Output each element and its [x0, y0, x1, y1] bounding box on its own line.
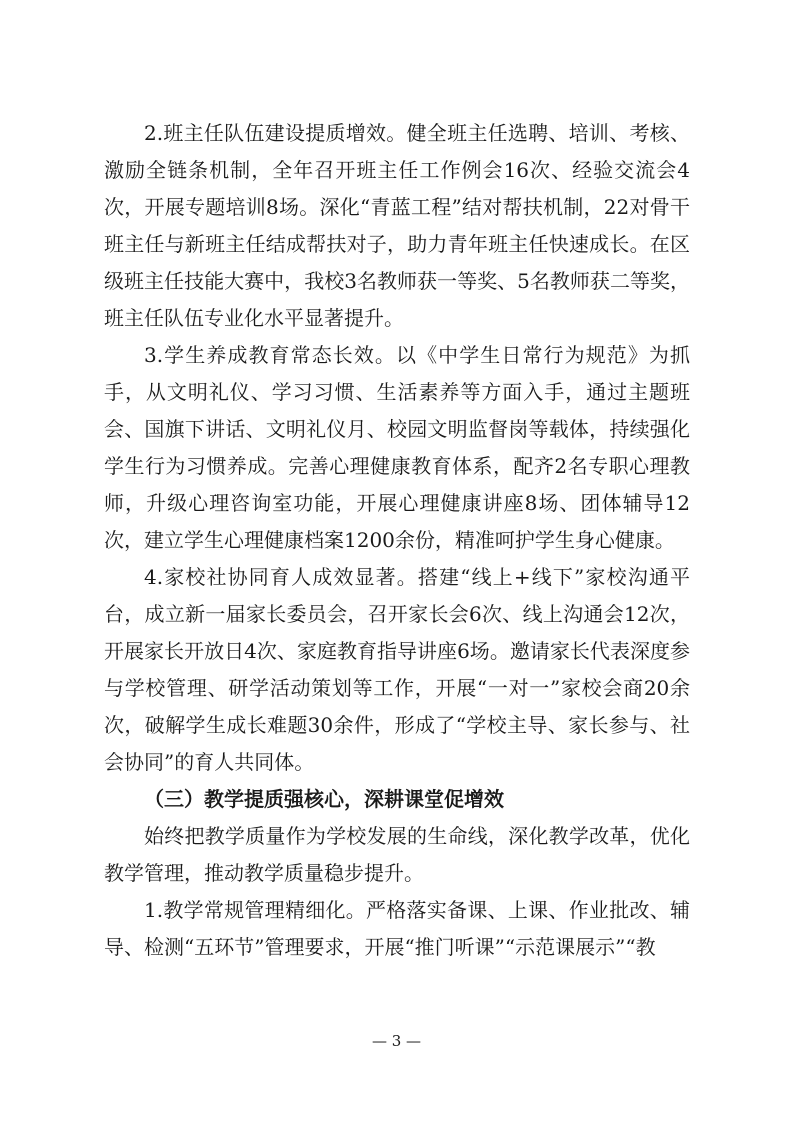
paragraph-teaching-routine: 1.教学常规管理精细化。严格落实备课、上课、作业批改、辅导、检测“五环节”管理要求，开展“推门听课”“示范课展示”“教 [104, 898, 690, 959]
document-body [104, 115, 690, 966]
paragraph-teaching-quality-intro: 始终把教学质量作为学校发展的生命线，深化教学改革，优化教学管理，推动教学质量稳步提升。 [104, 824, 690, 885]
section-heading: （三）教学提质强核心，深耕课堂促增效 [144, 787, 504, 811]
paragraph-student-habits: 3.学生养成教育常态长效。以《中学生日常行为规范》为抓手，从文明礼仪、学习习惯、生活素养等方面入手，通过主题班会、国旗下讲话、文明礼仪月、校园文明监督岗等载体，持续强化学生行为习惯养成。完善心理健康教育体系，配齐2名专职心理教师，升级心理咨询室功能，开展心理健康讲座8场、团体辅导12次，建立学生心理健康档案1200余份，精准呵护学生身心健康。 [104, 343, 690, 552]
paragraph-class-teacher-team: 2.班主任队伍建设提质增效。健全班主任选聘、培训、考核、激励全链条机制，全年召开班主任工作例会16次、经验交流会4次，开展专题培训8场。深化“青蓝工程”结对帮扶机制，22对骨干班主任与新班主任结成帮扶对子，助力青年班主任快速成长。在区级班主任技能大赛中，我校3名教师获一等奖、5名教师获二等奖，班主任队伍专业化水平显著提升。 [104, 121, 690, 330]
paragraph-home-school-cooperation: 4.家校社协同育人成效显著。搭建“线上+线下”家校沟通平台，成立新一届家长委员会，召开家长会6次、线上沟通会12次，开展家长开放日4次、家庭教育指导讲座6场。邀请家长代表深度参与学校管理、研学活动策划等工作，开展“一对一”家校会商20余次，破解学生成长难题30余件，形成了“学校主导、家长参与、社会协同”的育人共同体。 [104, 565, 690, 774]
page-number: — 3 — [371, 1032, 422, 1050]
